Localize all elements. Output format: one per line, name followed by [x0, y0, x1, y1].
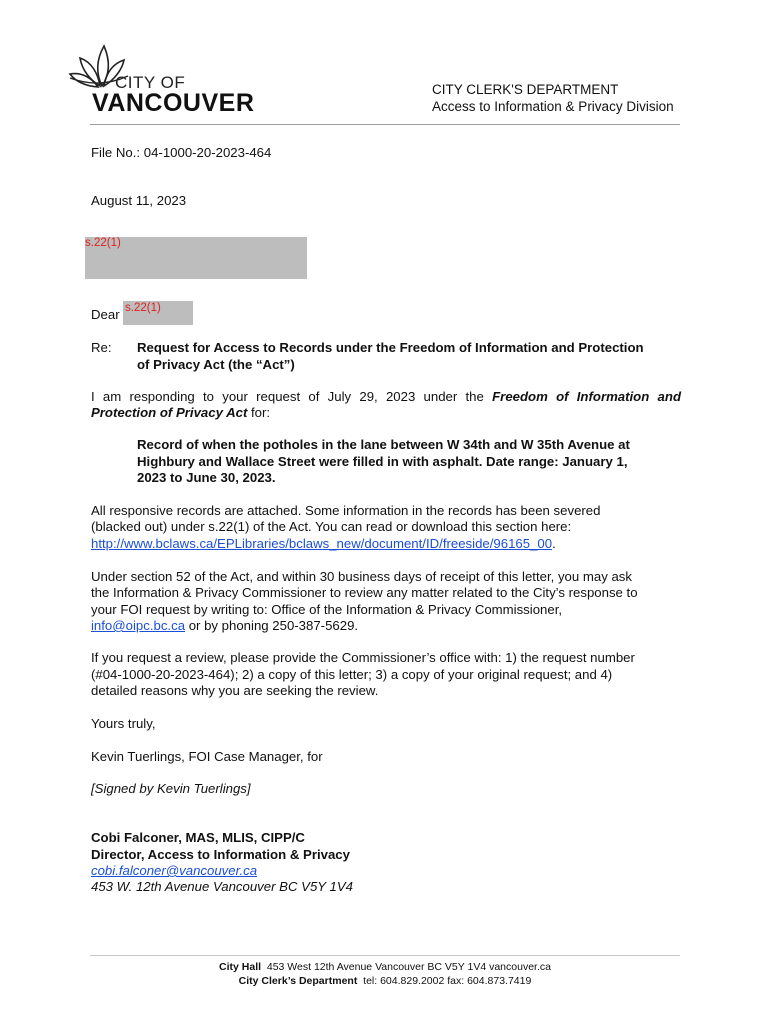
para1-line2: (blacked out) under s.22(1) of the Act. You can read or download this section here:	[91, 519, 572, 534]
city-logo	[66, 40, 255, 120]
footer-dept-label: City Clerk’s Department	[238, 975, 358, 987]
redaction-label-name: s.22(1)	[125, 302, 161, 314]
footer-line1	[0, 961, 770, 974]
para2-line1: Under section 52 of the Act, and within 30 business days of receipt of this letter, you may ask	[91, 569, 632, 584]
oipc-email-link[interactable]: info@oipc.bc.ca	[91, 618, 186, 633]
closing: Yours truly,	[91, 716, 156, 731]
letter-date: August 11, 2023	[91, 193, 187, 208]
intro-line1	[91, 389, 681, 406]
para3-line1: If you request a review, please provide the Commissioner’s office with: 1) the request number	[91, 650, 635, 665]
para1-line3	[91, 536, 556, 553]
re-subject-line1: Request for Access to Records under the Freedom of Information and Protection	[137, 340, 644, 355]
redaction-label-address: s.22(1)	[85, 237, 121, 249]
header-division: Access to Information & Privacy Division	[432, 99, 674, 114]
intro-text: I am responding to your request of July 29, 2023 under the	[91, 389, 484, 404]
para2-line2: the Information & Privacy Commissioner to review any matter related to the City’s response to	[91, 585, 638, 600]
re-label: Re:	[91, 340, 112, 355]
intro-act-part2: Protection of Privacy Act	[91, 405, 248, 420]
footer-line2	[0, 975, 770, 988]
footer-dept-text: tel: 604.829.2002 fax: 604.873.7419	[363, 975, 532, 987]
re-subject-line2: of Privacy Act (the “Act”)	[137, 357, 295, 372]
footer-cityhall-text: 453 West 12th Avenue Vancouver BC V5Y 1V4 vancouver.ca	[266, 961, 551, 973]
logo-vancouver: VANCOUVER	[92, 89, 255, 117]
request-quote-line1: Record of when the potholes in the lane between W 34th and W 35th Avenue at	[137, 437, 630, 452]
signatory-email-link[interactable]: cobi.falconer@vancouver.ca	[91, 863, 258, 878]
request-quote-line3: 2023 to June 30, 2023.	[137, 470, 276, 485]
header-dept: CITY CLERK'S DEPARTMENT	[432, 82, 619, 97]
para2-line4	[91, 618, 358, 635]
signer-line: Kevin Tuerlings, FOI Case Manager, for	[91, 749, 323, 764]
para3-line2: (#04-1000-20-2023-464); 2) a copy of this letter; 3) a copy of your original request; and 4)	[91, 667, 613, 682]
request-quote-line2: Highbury and Wallace Street were filled in with asphalt. Date range: January 1,	[137, 454, 628, 469]
para1-line1: All responsive records are attached. Some information in the records has been severed	[91, 503, 601, 518]
intro-act-part1: Freedom of Information and	[492, 389, 681, 404]
file-number: File No.: 04-1000-20-2023-464	[91, 145, 272, 160]
para3-line3: detailed reasons why you are seeking the review.	[91, 683, 379, 698]
signatory-name: Cobi Falconer, MAS, MLIS, CIPP/C	[91, 830, 305, 845]
signed-note: [Signed by Kevin Tuerlings]	[91, 781, 251, 796]
intro-line2	[91, 405, 270, 422]
intro-for: for:	[251, 405, 271, 420]
para1-period: .	[552, 536, 556, 551]
header-divider	[90, 124, 680, 125]
signatory-address: 453 W. 12th Avenue Vancouver BC V5Y 1V4	[91, 879, 353, 894]
bclaws-link[interactable]: http://www.bclaws.ca/EPLibraries/bclaws_new/document/ID/freeside/96165_00	[91, 536, 553, 551]
signatory-title: Director, Access to Information & Privacy	[91, 847, 350, 862]
salutation: Dear	[91, 307, 120, 322]
footer-cityhall-label: City Hall	[219, 961, 262, 973]
logo-city-of: CITY OF	[115, 73, 186, 92]
para2-phone: or by phoning 250-387-5629.	[185, 618, 359, 633]
para2-line3: your FOI request by writing to: Office of the Information & Privacy Commissioner,	[91, 602, 563, 617]
footer-divider	[90, 955, 680, 956]
